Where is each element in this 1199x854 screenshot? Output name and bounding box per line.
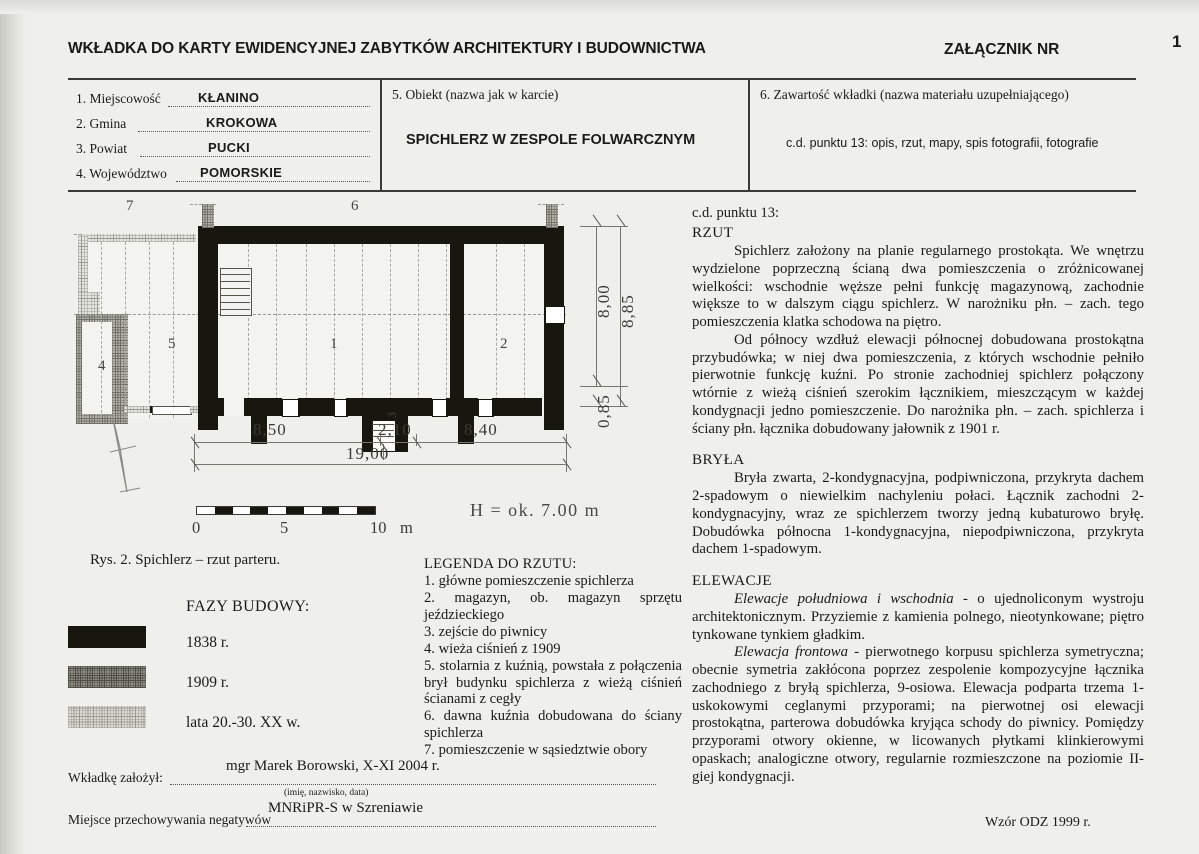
plan-grid-line: [125, 242, 126, 418]
figure-caption: Rys. 2. Spichlerz – rzut parteru.: [90, 552, 281, 568]
paragraph-elewacje-2-rest: - pierwotnego korpusu spichlerza symetryczna; obecnie symetria zakłócona poprzez zespolenie kompozycyjne łącznika zachodniego z bryłą spichlerza, 9-osiowa. Elewacja podparta trzema 1-uskokowymi ceglanymi przyporami; na pierwotnej osi elewacji prostokątna, parterowa dobudówka kryjąca schody do piwnicy. Pomiędzy przyporami otwory okienne, w licowanych płytkami klinkierowymi opaskach; analogiczne otwory, regularnie rozmieszczone na poziomie II-giej kondygnacji.: [692, 644, 1144, 785]
legend-item: 6. dawna kuźnia dobudowana do ściany spichlerza: [424, 708, 682, 742]
plan-grid-line: [446, 244, 447, 410]
plan-buttress-west: [198, 398, 218, 430]
legend-item: 3. zejście do piwnicy: [424, 623, 548, 640]
floor-plan-drawing: [68, 196, 678, 536]
scale-unit: m: [400, 518, 413, 537]
legend-item: 1. główne pomieszczenie spichlerza: [424, 573, 634, 589]
dim-label-8_85: 8,85: [618, 294, 637, 328]
plan-grid-line: [418, 244, 419, 410]
author-sub-label: (imię, nazwisko, data): [284, 788, 369, 798]
dim-label-8_40: 8,40: [464, 420, 498, 439]
plan-stair-step: [220, 309, 250, 310]
scale-tick-5: 5: [280, 518, 289, 537]
author-value: mgr Marek Borowski, X-XI 2004 r.: [226, 758, 440, 774]
annex-label: ZAŁĄCZNIK NR: [944, 41, 1060, 58]
content-value: c.d. punktu 13: opis, rzut, mapy, spis fotografii, fotografie: [786, 136, 1099, 150]
plan-room-label-4: 4: [98, 358, 106, 374]
scale-seg: [322, 507, 340, 514]
plan-grid-line: [173, 242, 174, 418]
dim-slash: [616, 395, 625, 407]
plan-room-label-6: 6: [351, 198, 359, 214]
legend-item: 4. wieża ciśnień z 1909: [424, 640, 561, 657]
object-header: 5. Obiekt (nazwa jak w karcie): [392, 87, 559, 102]
height-note: H = ok. 7.00 m: [470, 500, 601, 520]
dotted-rule: [176, 181, 370, 182]
legend-title: LEGENDA DO RZUTU:: [424, 556, 577, 572]
scale-seg: [286, 507, 304, 514]
section-heading-elewacje: ELEWACJE: [692, 572, 772, 589]
plan-wall-west: [198, 226, 218, 416]
annex-number: 1: [1172, 32, 1182, 51]
plan-grid-line: [334, 244, 335, 410]
field-powiat: [76, 140, 376, 160]
plan-wall-light-top: [78, 234, 196, 242]
object-value: SPICHLERZ W ZESPOLE FOLWARCZNYM: [406, 132, 696, 148]
author-label: Wkładkę założył:: [68, 770, 163, 785]
dim-label-8_50: 8,50: [253, 420, 287, 439]
scale-seg: [357, 507, 375, 514]
scale-seg: [250, 507, 268, 514]
phase-label-1909: 1909 r.: [186, 674, 230, 691]
plan-grid-line: [524, 244, 525, 410]
plan-grid-line: [362, 244, 363, 410]
field-label: 3. Powiat: [76, 141, 128, 156]
field-value: POMORSKIE: [200, 165, 283, 180]
spacer: [692, 559, 1144, 572]
dotted-rule: [140, 156, 370, 157]
field-value: KROKOWA: [206, 115, 278, 130]
plan-stair-step: [220, 295, 250, 296]
paragraph-elewacje-1: [692, 591, 1144, 644]
form-note: Wzór ODZ 1999 r.: [985, 815, 1091, 830]
phase-swatch-1920s: [68, 706, 146, 728]
plan-axis-line: [74, 234, 82, 235]
plan-wall-north: [198, 226, 564, 244]
plan-grid-line: [101, 242, 102, 418]
plan-chimney-east: [546, 204, 558, 228]
italic-lead-1: Elewacje południowa i wschodnia: [734, 591, 954, 607]
plan-axis-line: [190, 204, 216, 205]
dim-label-total: 19,00: [346, 444, 390, 463]
dim-slash: [616, 215, 625, 227]
dim-label-8_00: 8,00: [594, 284, 613, 318]
field-wojewodztwo: [76, 165, 376, 185]
plan-chimney-west: [202, 204, 214, 228]
negatives-value: MNRiPR-S w Szreniawie: [268, 800, 423, 816]
plan-room-label-2: 2: [500, 336, 508, 352]
paragraph-elewacje-2: [692, 644, 1144, 786]
plan-stair-step: [220, 302, 250, 303]
plan-room-label-3: 3: [385, 412, 399, 418]
plan-legend: [424, 556, 682, 759]
negatives-label: Miejsce przechowywania negatywów: [68, 812, 272, 827]
identification-table: [68, 78, 1136, 192]
page-title: WKŁADKA DO KARTY EWIDENCYJNEJ ZABYTKÓW ARCHITEKTURY I BUDOWNICTWA: [68, 40, 706, 57]
phase-label-1838: 1838 r.: [186, 634, 230, 651]
plan-axis-line-main: [218, 314, 566, 315]
dotted-rule: [138, 131, 370, 132]
dim-h-line-total: [194, 464, 566, 465]
plan-axis-line: [538, 204, 564, 205]
legend-item: 7. pomieszczenie w sąsiedztwie obory: [424, 742, 648, 759]
description-column: [692, 205, 1144, 786]
north-arrow-icon: [102, 408, 162, 508]
phase-label-1920s: lata 20.-30. XX w.: [186, 714, 301, 731]
dim-slash: [592, 375, 601, 387]
plan-wall-light-left: [78, 234, 88, 298]
plan-wall-south-seg: [492, 398, 542, 416]
scale-tick-10: 10: [370, 518, 387, 537]
field-label: 2. Gmina: [76, 116, 127, 131]
plan-grid-line: [149, 242, 150, 418]
field-label: 1. Miejscowość: [76, 91, 161, 106]
dim-slash: [592, 215, 601, 227]
plan-grid-line: [306, 244, 307, 410]
plan-wall-south-seg: [446, 398, 478, 416]
continuation-note: c.d. punktu 13:: [692, 205, 779, 221]
content-header: 6. Zawartość wkładki (nazwa materiału uzupełniającego): [760, 87, 1069, 102]
phase-swatch-1838: [68, 626, 146, 648]
plan-wall-partition: [450, 226, 464, 416]
plan-wall-south-seg: [244, 398, 282, 416]
plan-wall-south-seg: [298, 398, 334, 416]
plan-buttress-east: [544, 398, 564, 430]
plan-window-east: [545, 306, 565, 324]
field-label: 4. Województwo: [76, 166, 167, 181]
dotted-rule: [168, 106, 370, 107]
plan-grid-line: [496, 244, 497, 410]
legend-item: 2. magazyn, ob. magazyn sprzętu jeździeckiego: [424, 589, 682, 623]
section-heading-bryla: BRYŁA: [692, 451, 745, 469]
plan-axis-line: [74, 314, 200, 315]
field-gmina: [76, 115, 376, 135]
scale-seg: [215, 507, 233, 514]
phases-title: FAZY BUDOWY:: [186, 598, 310, 615]
plan-room-label-5: 5: [168, 336, 176, 352]
dim-label-2_10: 2,10: [378, 420, 412, 439]
paragraph-rzut-2: Od północy wzdłuż elewacji północnej dobudowana prostokątna przybudówka; w niej dwa pomieszczenia, z których wschodnie pełniło pierwotnie funkcję kuźni. Po stronie zachodniej spichlerz połączony wtórnie z wieżą ciśnień szerokim łącznikiem, mieszczącym w każdej kondygnacji jedno pomieszczenie. Do narożnika płn. – zach. spichlerza i ściany płn. łącznika dobudowany jałownik z 1901 r.: [692, 331, 1144, 437]
object-cell: [380, 80, 748, 190]
plan-stair-step: [220, 288, 250, 289]
scale-bar: [196, 506, 376, 515]
content-cell: [748, 80, 1136, 190]
italic-lead-2: Elewacja frontowa: [734, 644, 849, 661]
field-value: PUCKI: [208, 140, 250, 155]
phase-swatch-1909: [68, 666, 146, 688]
paragraph-elewacje-1-rest: - o ujednoliconym wystroju architektonicznym. Przyziemie z kamienia polnego, nieotynkowane; piętro tynkowane tynkiem gładkim.: [692, 591, 1144, 643]
section-heading-rzut: RZUT: [692, 224, 734, 241]
plan-grid-line: [276, 244, 277, 410]
location-cell: [68, 80, 380, 190]
paragraph-bryla-1: Bryła zwarta, 2-kondygnacyjna, podpiwniczona, przykryta dachem 2-spadowym o niewielkim nachyleniu połaci. Łącznik zachodni 2-kondygnacyjny, wraz ze spichlerzem tworzy jedną kubaturowo bryłę. Dobudówka północna 1-kondygnacyjna, niepodpiwniczona, przykryta dachem 1-spadowym.: [692, 470, 1144, 558]
dim-label-0_85: 0,85: [594, 394, 613, 428]
plan-stair-step: [220, 274, 250, 275]
paragraph-rzut-1: Spichlerz założony na planie regularnego prostokąta. We wnętrzu wydzielone poprzeczną ścianą dwa pomieszczenia o zróżnicowanej wielkości: wschodnie węższe pełni funkcję magazynową, zachodnie większe to w dalszym ciągu spichlerz. W narożniku płn. – zach. tego pomieszczenia klatka schodowa na piętro.: [692, 243, 1144, 330]
field-miejscowosc: [76, 90, 376, 110]
plan-room-label-7: 7: [126, 198, 134, 214]
legend-item: 5. stolarnia z kuźnią, powstała z połączenia brył budynku spichlerza z wieżą ciśnień ścianami z cegły: [424, 657, 682, 708]
plan-opening-hatch2: [190, 406, 198, 413]
plan-room-label-1: 1: [330, 336, 338, 352]
scale-tick-0: 0: [192, 518, 201, 537]
document-header: [68, 32, 1182, 68]
plan-tower-room-4: [82, 322, 112, 414]
spacer: [692, 438, 1144, 451]
dim-tick-top: [580, 226, 628, 227]
field-value: KŁANINO: [198, 90, 260, 105]
plan-grid-line: [390, 244, 391, 410]
plan-stair-step: [220, 281, 250, 282]
dim-tick-mid: [580, 386, 628, 387]
